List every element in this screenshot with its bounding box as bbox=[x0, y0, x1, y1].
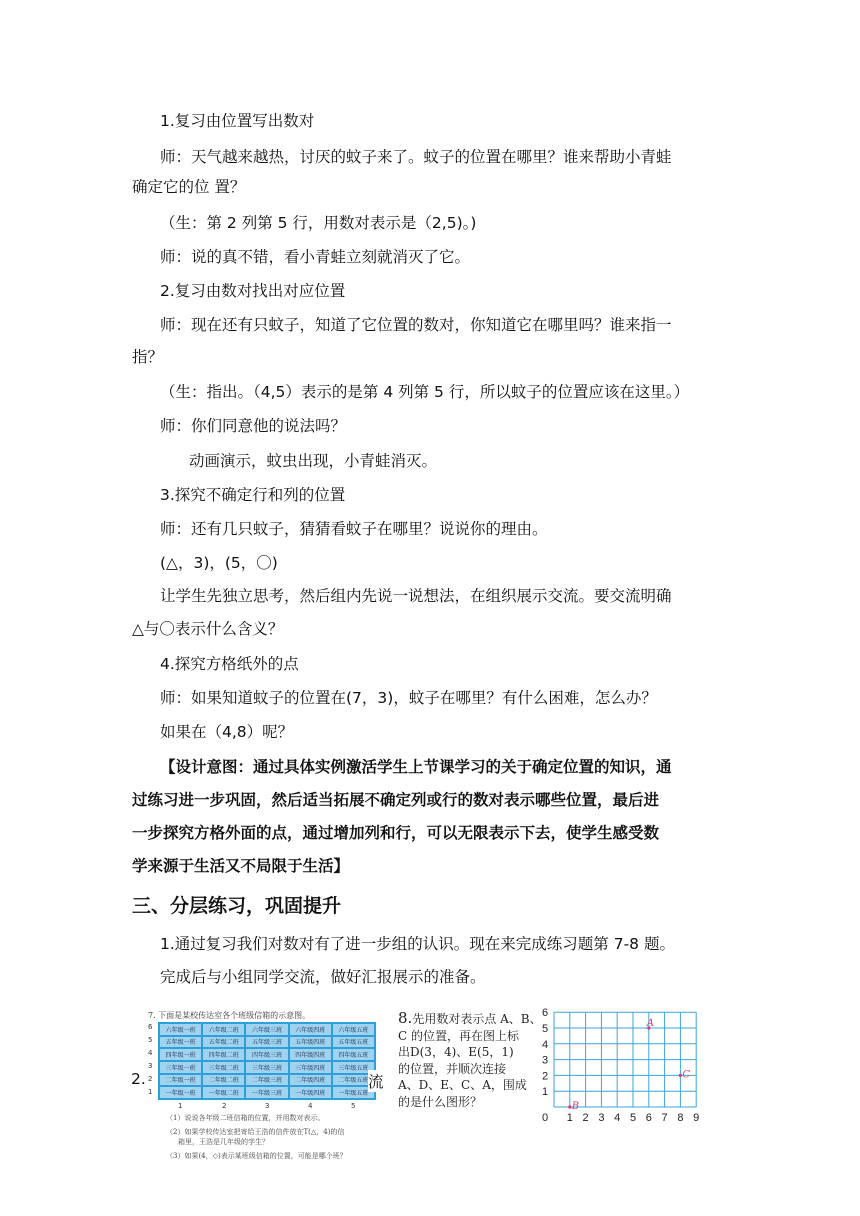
mailbox-cell: 四年级一班 bbox=[160, 1049, 201, 1060]
mailbox-cell: 二年级四班 bbox=[290, 1075, 331, 1086]
text-line: (△，3)，(5，〇) bbox=[160, 554, 278, 572]
mailbox-cell: 一年级一班 bbox=[160, 1087, 201, 1098]
mailbox-cell: 五年级二班 bbox=[203, 1037, 244, 1048]
heading-explore-3: 3.探究不确定行和列的位置 bbox=[160, 486, 346, 504]
y-tick-label: 6 bbox=[541, 1007, 549, 1020]
x-tick-label: 6 bbox=[645, 1112, 652, 1124]
x-tick-label: 9 bbox=[693, 1112, 700, 1124]
exercise-8-line: 出D(3，4)、E(5，1) bbox=[398, 1045, 514, 1059]
mailbox-cell: 一年级二班 bbox=[203, 1087, 244, 1098]
partial-text: 流 bbox=[368, 1070, 384, 1092]
mailbox-cell: 三年级四班 bbox=[290, 1062, 331, 1073]
mailbox-cell: 三年级一班 bbox=[160, 1062, 201, 1073]
text-line: 师：现在还有只蚊子，知道了它位置的数对，你知道它在哪里吗？谁来指一 bbox=[160, 316, 672, 334]
coordinate-grid bbox=[530, 1004, 710, 1132]
mailbox-cell: 五年级三班 bbox=[246, 1037, 287, 1048]
exercise-8-line: 的位置，并顺次连接 bbox=[398, 1061, 507, 1076]
mailbox-cell: 六年级二班 bbox=[203, 1024, 244, 1035]
exercise-8-line: A、D、E、C、A，围成 bbox=[398, 1078, 527, 1092]
x-tick-label: 7 bbox=[661, 1112, 668, 1124]
design-intent-line: 【设计意图：通过具体实例激活学生上节课学习的关于确定位置的知识，通 bbox=[160, 758, 672, 776]
row-label: 1 bbox=[148, 1088, 153, 1096]
col-label: 5 bbox=[351, 1102, 356, 1110]
row-label: 4 bbox=[148, 1049, 153, 1057]
design-intent-line: 学来源于生活又不局限于生活】 bbox=[132, 857, 350, 875]
mailbox-grid bbox=[158, 1022, 376, 1100]
mailbox-cell: 六年级五班 bbox=[333, 1024, 374, 1035]
axis-ticks bbox=[542, 1007, 699, 1124]
x-tick-label: 4 bbox=[614, 1112, 621, 1124]
col-label: 3 bbox=[265, 1102, 270, 1110]
mailbox-cell: 一年级四班 bbox=[290, 1087, 331, 1098]
text-line: （生：指出。（4,5）表示的是第 4 列第 5 行，所以蚊子的位置应该在这里。） bbox=[160, 383, 690, 401]
x-tick-label: 0 bbox=[541, 1112, 549, 1124]
y-tick-label: 1 bbox=[541, 1086, 549, 1099]
exercise-8-line: 先用数对表示点 A、B、 bbox=[412, 1012, 542, 1026]
exercise-8-text bbox=[398, 1010, 548, 1110]
partial-text: 2. bbox=[131, 1070, 146, 1088]
y-tick-label: 2 bbox=[541, 1070, 549, 1083]
x-tick-label: 1 bbox=[566, 1112, 573, 1124]
text-line: 师：说的真不错，看小青蛙立刻就消灭了它。 bbox=[160, 248, 471, 266]
exercise-7-question: （3）如果(4，◇)表示某班级信箱的位置，可能是哪个班？ bbox=[166, 1152, 347, 1160]
exercise-8-line: 的是什么图形？ bbox=[398, 1094, 483, 1109]
exercise-7-figure bbox=[140, 1010, 380, 1160]
text-line: 师：还有几只蚊子，猜猜看蚊子在哪里？说说你的理由。 bbox=[160, 520, 548, 538]
y-tick-label: 4 bbox=[541, 1038, 549, 1051]
text-line: （生：第 2 列第 5 行，用数对表示是（2,5)。) bbox=[160, 214, 477, 232]
mailbox-cell: 一年级五班 bbox=[333, 1087, 374, 1098]
row-label: 6 bbox=[148, 1023, 153, 1031]
mailbox-cell: 五年级五班 bbox=[333, 1037, 374, 1048]
mailbox-cell: 六年级一班 bbox=[160, 1024, 201, 1035]
text-line: 动画演示，蚊虫出现，小青蛙消灭。 bbox=[189, 452, 438, 470]
x-tick-label: 3 bbox=[598, 1112, 605, 1124]
row-label: 3 bbox=[148, 1062, 153, 1070]
x-tick-label: 5 bbox=[629, 1112, 637, 1124]
exercise-7-question: （1）说说各年级二班信箱的位置，并用数对表示。 bbox=[166, 1114, 325, 1122]
text-line: 师：如果知道蚊子的位置在(7，3)，蚊子在哪里？有什么困难，怎么办？ bbox=[160, 689, 657, 707]
point-label-a: A bbox=[646, 1018, 655, 1029]
mailbox-cell: 二年级三班 bbox=[246, 1075, 287, 1086]
mailbox-cell: 三年级二班 bbox=[203, 1062, 244, 1073]
mailbox-cell: 六年级三班 bbox=[246, 1024, 287, 1035]
exercise-7-title: 7. 下面是某校传达室各个班级信箱的示意图。 bbox=[148, 1011, 311, 1020]
text-line: 完成后与小组同学交流，做好汇报展示的准备。 bbox=[160, 968, 486, 986]
text-line: 如果在（4,8）呢？ bbox=[160, 723, 294, 741]
mailbox-cell: 四年级三班 bbox=[246, 1049, 287, 1060]
text-line: △与〇表示什么含义？ bbox=[132, 620, 284, 638]
mailbox-cell: 二年级五班 bbox=[333, 1075, 374, 1086]
point-label-b: B bbox=[571, 1101, 580, 1112]
text-line: 让学生先独立思考，然后组内先说一说想法，在组织展示交流。要交流明确 bbox=[160, 587, 672, 605]
exercise-7-question: 箱里，王浩是几年级的学生？ bbox=[178, 1138, 269, 1146]
mailbox-cell: 二年级二班 bbox=[203, 1075, 244, 1086]
col-label: 2 bbox=[222, 1102, 227, 1110]
exercise-8-number: 8. bbox=[398, 1009, 413, 1027]
text-line: 师：天气越来越热，讨厌的蚊子来了。蚊子的位置在哪里？谁来帮助小青蛙 bbox=[160, 148, 672, 166]
exercise-7-question: （2）如果学校传达室把寄给王浩的信件放在T(△，4)的信 bbox=[166, 1128, 345, 1136]
exercise-8-line: C 的位置，再在图上标 bbox=[398, 1028, 519, 1043]
col-label: 1 bbox=[178, 1102, 183, 1110]
text-line: 1.通过复习我们对数对有了进一步组的认识。现在来完成练习题第 7-8 题。 bbox=[160, 935, 675, 953]
y-tick-label: 5 bbox=[541, 1023, 549, 1035]
heading-explore-4: 4.探究方格纸外的点 bbox=[160, 655, 299, 673]
text-line: 指？ bbox=[132, 348, 164, 366]
mailbox-cell: 六年级四班 bbox=[290, 1024, 331, 1035]
grid-lines bbox=[554, 1012, 696, 1107]
plotted-points bbox=[568, 1018, 690, 1112]
section-heading: 三、分层练习，巩固提升 bbox=[132, 895, 342, 917]
x-tick-label: 8 bbox=[677, 1112, 684, 1124]
mailbox-cell: 四年级五班 bbox=[333, 1049, 374, 1060]
x-tick-label: 2 bbox=[582, 1112, 589, 1124]
heading-review-1: 1.复习由位置写出数对 bbox=[160, 112, 315, 130]
mailbox-cell: 三年级五班 bbox=[333, 1062, 374, 1073]
col-label: 4 bbox=[308, 1102, 313, 1110]
row-label: 2 bbox=[148, 1075, 153, 1083]
mailbox-cell: 五年级一班 bbox=[160, 1037, 201, 1048]
mailbox-cell: 三年级三班 bbox=[246, 1062, 287, 1073]
text-line: 师：你们同意他的说法吗？ bbox=[160, 417, 347, 435]
mailbox-cell: 五年级四班 bbox=[290, 1037, 331, 1048]
mailbox-cell: 一年级三班 bbox=[246, 1087, 287, 1098]
point-label-c: C bbox=[682, 1069, 691, 1081]
text-line: 确定它的位 置？ bbox=[132, 178, 246, 196]
heading-review-2: 2.复习由数对找出对应位置 bbox=[160, 282, 346, 300]
mailbox-cell: 二年级一班 bbox=[160, 1075, 201, 1086]
row-label: 5 bbox=[148, 1036, 153, 1044]
y-tick-label: 3 bbox=[541, 1054, 549, 1067]
mailbox-cell: 四年级二班 bbox=[203, 1049, 244, 1060]
mailbox-cell: 四年级四班 bbox=[290, 1049, 331, 1060]
design-intent-line: 过练习进一步巩固，然后适当拓展不确定列或行的数对表示哪些位置，最后进 bbox=[132, 791, 660, 809]
design-intent-line: 一步探究方格外面的点，通过增加列和行，可以无限表示下去，使学生感受数 bbox=[132, 824, 660, 842]
